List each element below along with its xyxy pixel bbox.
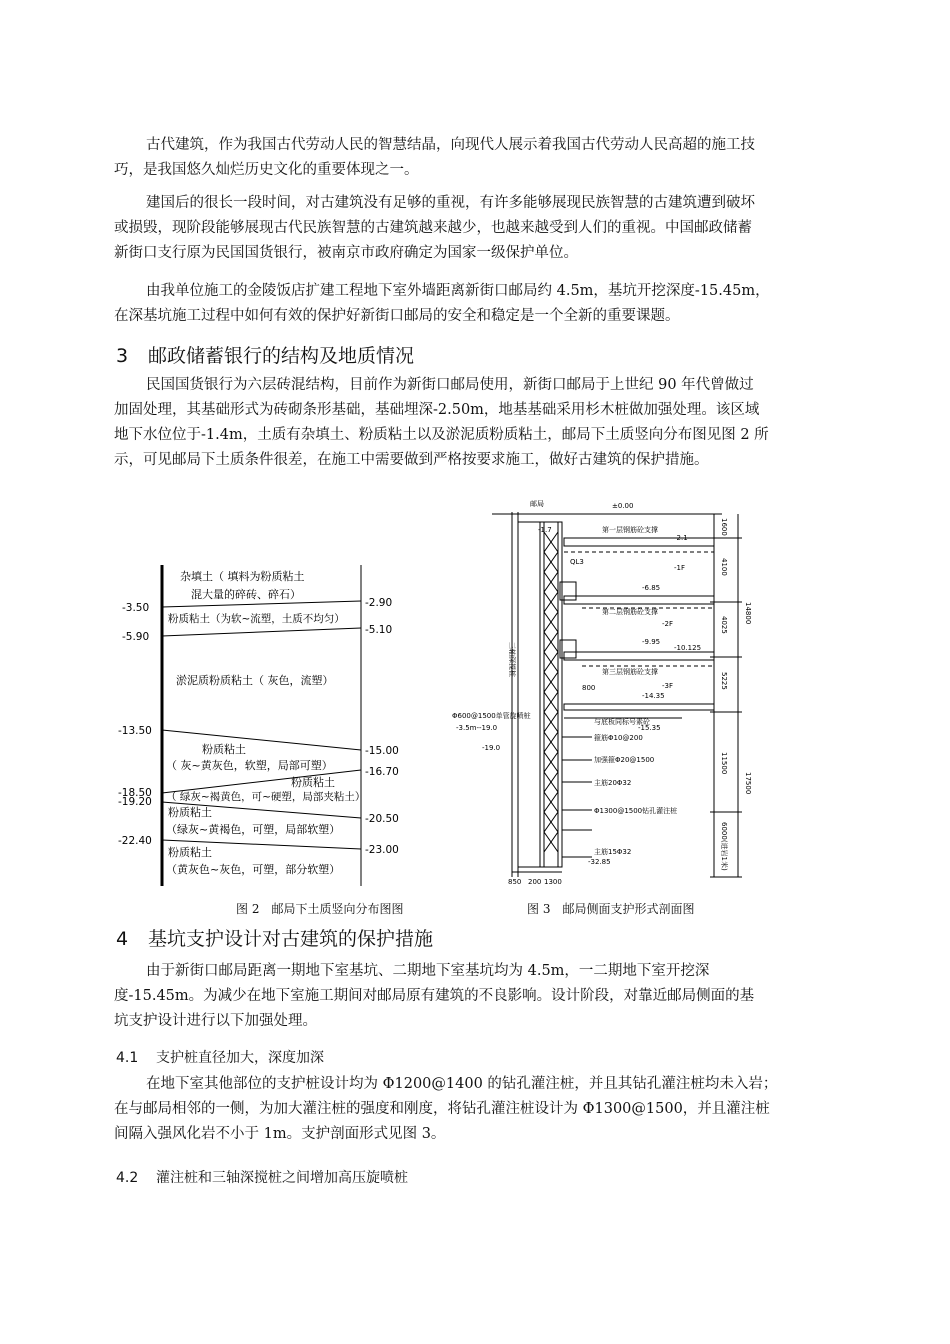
mixing-pile-column xyxy=(518,522,540,867)
label-dimension: 1600 xyxy=(720,518,728,536)
label-dimension: 17500 xyxy=(744,772,752,795)
layer-name: 粉质粘土 xyxy=(168,846,212,859)
label-wall: 三轴深搅桩 xyxy=(508,642,516,677)
layer-name: 淤泥质粉质粘土（ 灰色，流塑） xyxy=(176,674,334,687)
intro-paragraph-2 xyxy=(114,191,838,266)
label-strut-2: 第二层钢筋砼支撑 xyxy=(602,608,658,616)
left-depth-labels xyxy=(118,602,152,847)
layer-desc: （ 绿灰~褐黄色，可~硬塑，局部夹粘土） xyxy=(166,791,366,803)
bored-pile-column xyxy=(540,522,562,867)
depth-label: -5.90 xyxy=(122,631,150,643)
label-elevation: -15.35 xyxy=(638,724,661,732)
label-rebar: 加强箍Φ20@1500 xyxy=(594,756,655,764)
depth-label: -20.50 xyxy=(365,813,399,825)
layer-name: 杂填土（ 填料为粉质粘土 xyxy=(180,570,305,583)
text-line: 或损毁，现阶段能够展现古代民族智慧的古建筑越来越少，也越来越受到人们的重视。中国邮政储蓄 xyxy=(114,220,752,236)
figure-3-caption: 图 3 邮局侧面支护形式剖面图 xyxy=(527,902,695,916)
label-dimension: 11500 xyxy=(720,752,728,775)
label-pile-desc: Φ600@1500单管旋喷桩 xyxy=(452,712,531,720)
layer-name: 粉质粘土 xyxy=(291,776,335,789)
label-elevation: -14.35 xyxy=(642,692,665,700)
label-elevation: -2.1 xyxy=(674,534,688,542)
depth-label: -13.50 xyxy=(118,725,152,737)
strut-level-1 xyxy=(564,538,714,546)
layer-boundary xyxy=(162,730,361,750)
label-rebar: 主筋20Φ32 xyxy=(594,779,632,787)
strut-level-2 xyxy=(564,596,714,604)
section-title: 支护桩直径加大，深度加深 xyxy=(156,1050,324,1066)
label-rebar: 主筋15Φ32 xyxy=(594,848,632,856)
section-number: 4.2 xyxy=(116,1170,139,1186)
label-pile-bottom: -19.0 xyxy=(482,744,501,752)
section-4-1-heading xyxy=(116,1047,324,1067)
label-dimension: 200 xyxy=(528,878,542,886)
layer-boundary xyxy=(162,628,361,636)
section-title: 邮政储蓄银行的结构及地质情况 xyxy=(148,345,415,367)
depth-label: -22.40 xyxy=(118,835,152,847)
depth-label: -16.70 xyxy=(365,766,399,778)
pile-cage-zigzag xyxy=(544,532,558,852)
section-4-2-heading xyxy=(116,1167,408,1187)
label-dimension: 1300 xyxy=(544,878,562,886)
label-dimension: 6000(进岩1米) xyxy=(720,822,728,871)
figure-2-soil-profile xyxy=(118,550,418,895)
layer-name: 粉质粘土 xyxy=(168,806,212,819)
intro-paragraph-1 xyxy=(114,133,838,183)
text-line: 新街口支行原为民国国货银行，被南京市政府确定为国家一级保护单位。 xyxy=(114,245,578,261)
label-rebar: 与底板同标号素砼 xyxy=(594,718,650,726)
label-floor: -1F xyxy=(674,564,686,572)
depth-label: -19.20 xyxy=(118,796,152,808)
text-line: 加固处理，其基础形式为砖砌条形基础，基础埋深-2.50m，地基基础采用杉木桩做加强处理。该区域 xyxy=(114,402,760,418)
label-rebar: 箍筋Φ10@200 xyxy=(594,734,643,742)
text-line: 在地下室其他部位的支护桩设计均为 Φ1200@1400 的钻孔灌注桩，并且其钻孔灌注桩均未入岩； xyxy=(146,1076,778,1092)
label-ql: QL3 xyxy=(570,558,584,566)
label-dimension: 14800 xyxy=(744,602,752,625)
label-rebar: Φ1300@1500钻孔灌注桩 xyxy=(594,807,678,815)
section-number: 4.1 xyxy=(116,1050,139,1066)
label-strut-1: 第一层钢筋砼支撑 xyxy=(602,526,658,534)
layer-desc: （绿灰~黄褐色，可塑，局部软塑） xyxy=(166,823,341,836)
layer-boundary xyxy=(162,601,361,607)
label-dimension: 800 xyxy=(582,684,596,692)
label-pile-bottom: -32.85 xyxy=(588,858,611,866)
text-line: 巧，是我国悠久灿烂历史文化的重要体现之一。 xyxy=(114,162,419,178)
text-line: 建国后的很长一段时间，对古建筑没有足够的重视，有许多能够展现民族智慧的古建筑遭到破坏 xyxy=(146,195,755,211)
label-dimension: 4025 xyxy=(720,616,728,634)
section-4-1-paragraph xyxy=(114,1072,838,1147)
layer-descriptions xyxy=(166,569,365,876)
label-elevation: -9.95 xyxy=(642,638,661,646)
pile-cage-zigzag xyxy=(544,532,558,852)
section-title: 灌注桩和三轴深搅桩之间增加高压旋喷桩 xyxy=(156,1170,408,1186)
label-post-office: 邮局 xyxy=(530,500,544,508)
section-number: 3 xyxy=(116,345,129,367)
layer-desc: （ 灰~黄灰色，软塑，局部可塑） xyxy=(166,759,333,772)
layer-name: 粉质粘土 xyxy=(202,743,246,756)
intro-paragraph-3 xyxy=(114,279,838,329)
text-line: 由我单位施工的金陵饭店扩建工程地下室外墙距离新街口邮局约 4.5m，基坑开挖深度-15.45m， xyxy=(146,283,770,299)
layer-desc: （黄灰色~灰色，可塑，部分软塑） xyxy=(166,863,341,876)
text-line: 度-15.45m。为减少在地下室施工期间对邮局原有建筑的不良影响。设计阶段，对靠近邮局侧面的基 xyxy=(114,988,755,1004)
depth-label: -23.00 xyxy=(365,844,399,856)
text-line: 示，可见邮局下土质条件很差，在施工中需要做到严格按要求施工，做好古建筑的保护措施。 xyxy=(114,452,709,468)
depth-label: -3.50 xyxy=(122,602,150,614)
base-slab xyxy=(564,704,714,710)
right-depth-labels xyxy=(365,597,399,856)
label-pile-range: -3.5m--19.0 xyxy=(456,724,498,732)
text-line: 在与邮局相邻的一侧，为加大灌注桩的强度和刚度，将钻孔灌注桩设计为 Φ1300@1500，并且灌注桩 xyxy=(114,1101,770,1117)
depth-label: -15.00 xyxy=(365,745,399,757)
text-line: 古代建筑，作为我国古代劳动人民的智慧结晶，向现代人展示着我国古代劳动人民高超的施工技 xyxy=(146,137,755,153)
label-ground: ±0.00 xyxy=(612,502,634,510)
label-dimension: 5225 xyxy=(720,672,728,690)
layer-name: 粉质粘土（为软~流塑，土质不均匀） xyxy=(168,613,345,625)
section-4-paragraph xyxy=(114,959,838,1034)
section-4-heading xyxy=(116,924,433,951)
label-dimension: 4100 xyxy=(720,558,728,576)
layer-desc: 混大量的碎砖、碎石） xyxy=(191,588,301,601)
label-elevation: -6.85 xyxy=(642,584,661,592)
depth-label: -2.90 xyxy=(365,597,393,609)
section-3-heading xyxy=(116,341,414,368)
section-3-paragraph xyxy=(114,373,838,473)
text-line: 在深基坑施工过程中如何有效的保护好新街口邮局的安全和稳定是一个全新的重要课题。 xyxy=(114,308,680,324)
text-line: 间隔入强风化岩不小于 1m。支护剖面形式见图 3。 xyxy=(114,1126,446,1142)
text-line: 地下水位位于-1.4m，土质有杂填土、粉质粘土以及淤泥质粉质粘土，邮局下土质竖向分布图见图 2 所 xyxy=(114,427,769,443)
label-strut-3: 第三层钢筋砼支撑 xyxy=(602,668,658,676)
figure-2-caption: 图 2 邮局下土质竖向分布图图 xyxy=(236,902,404,916)
label-elevation: -1.7 xyxy=(538,526,552,534)
strut-level-3 xyxy=(564,652,714,660)
label-elevation: -10.125 xyxy=(674,644,702,652)
section-title: 基坑支护设计对古建筑的保护措施 xyxy=(148,928,434,950)
label-floor: -3F xyxy=(662,682,674,690)
label-floor: -2F xyxy=(662,620,674,628)
text-line: 民国国货银行为六层砖混结构，目前作为新街口邮局使用，新街口邮局于上世纪 90 年代曾做过 xyxy=(146,377,754,393)
depth-label: -18.50 xyxy=(118,787,152,799)
section-number: 4 xyxy=(116,928,129,950)
depth-label: -5.10 xyxy=(365,624,393,636)
text-line: 坑支护设计进行以下加强处理。 xyxy=(114,1013,317,1029)
label-dimension: 850 xyxy=(508,878,522,886)
section-labels xyxy=(452,499,701,886)
text-line: 由于新街口邮局距离一期地下室基坑、二期地下室基坑均为 4.5m，一二期地下室开挖深 xyxy=(146,963,710,979)
figure-3-retaining-section xyxy=(452,492,762,890)
section-structure xyxy=(492,512,742,877)
